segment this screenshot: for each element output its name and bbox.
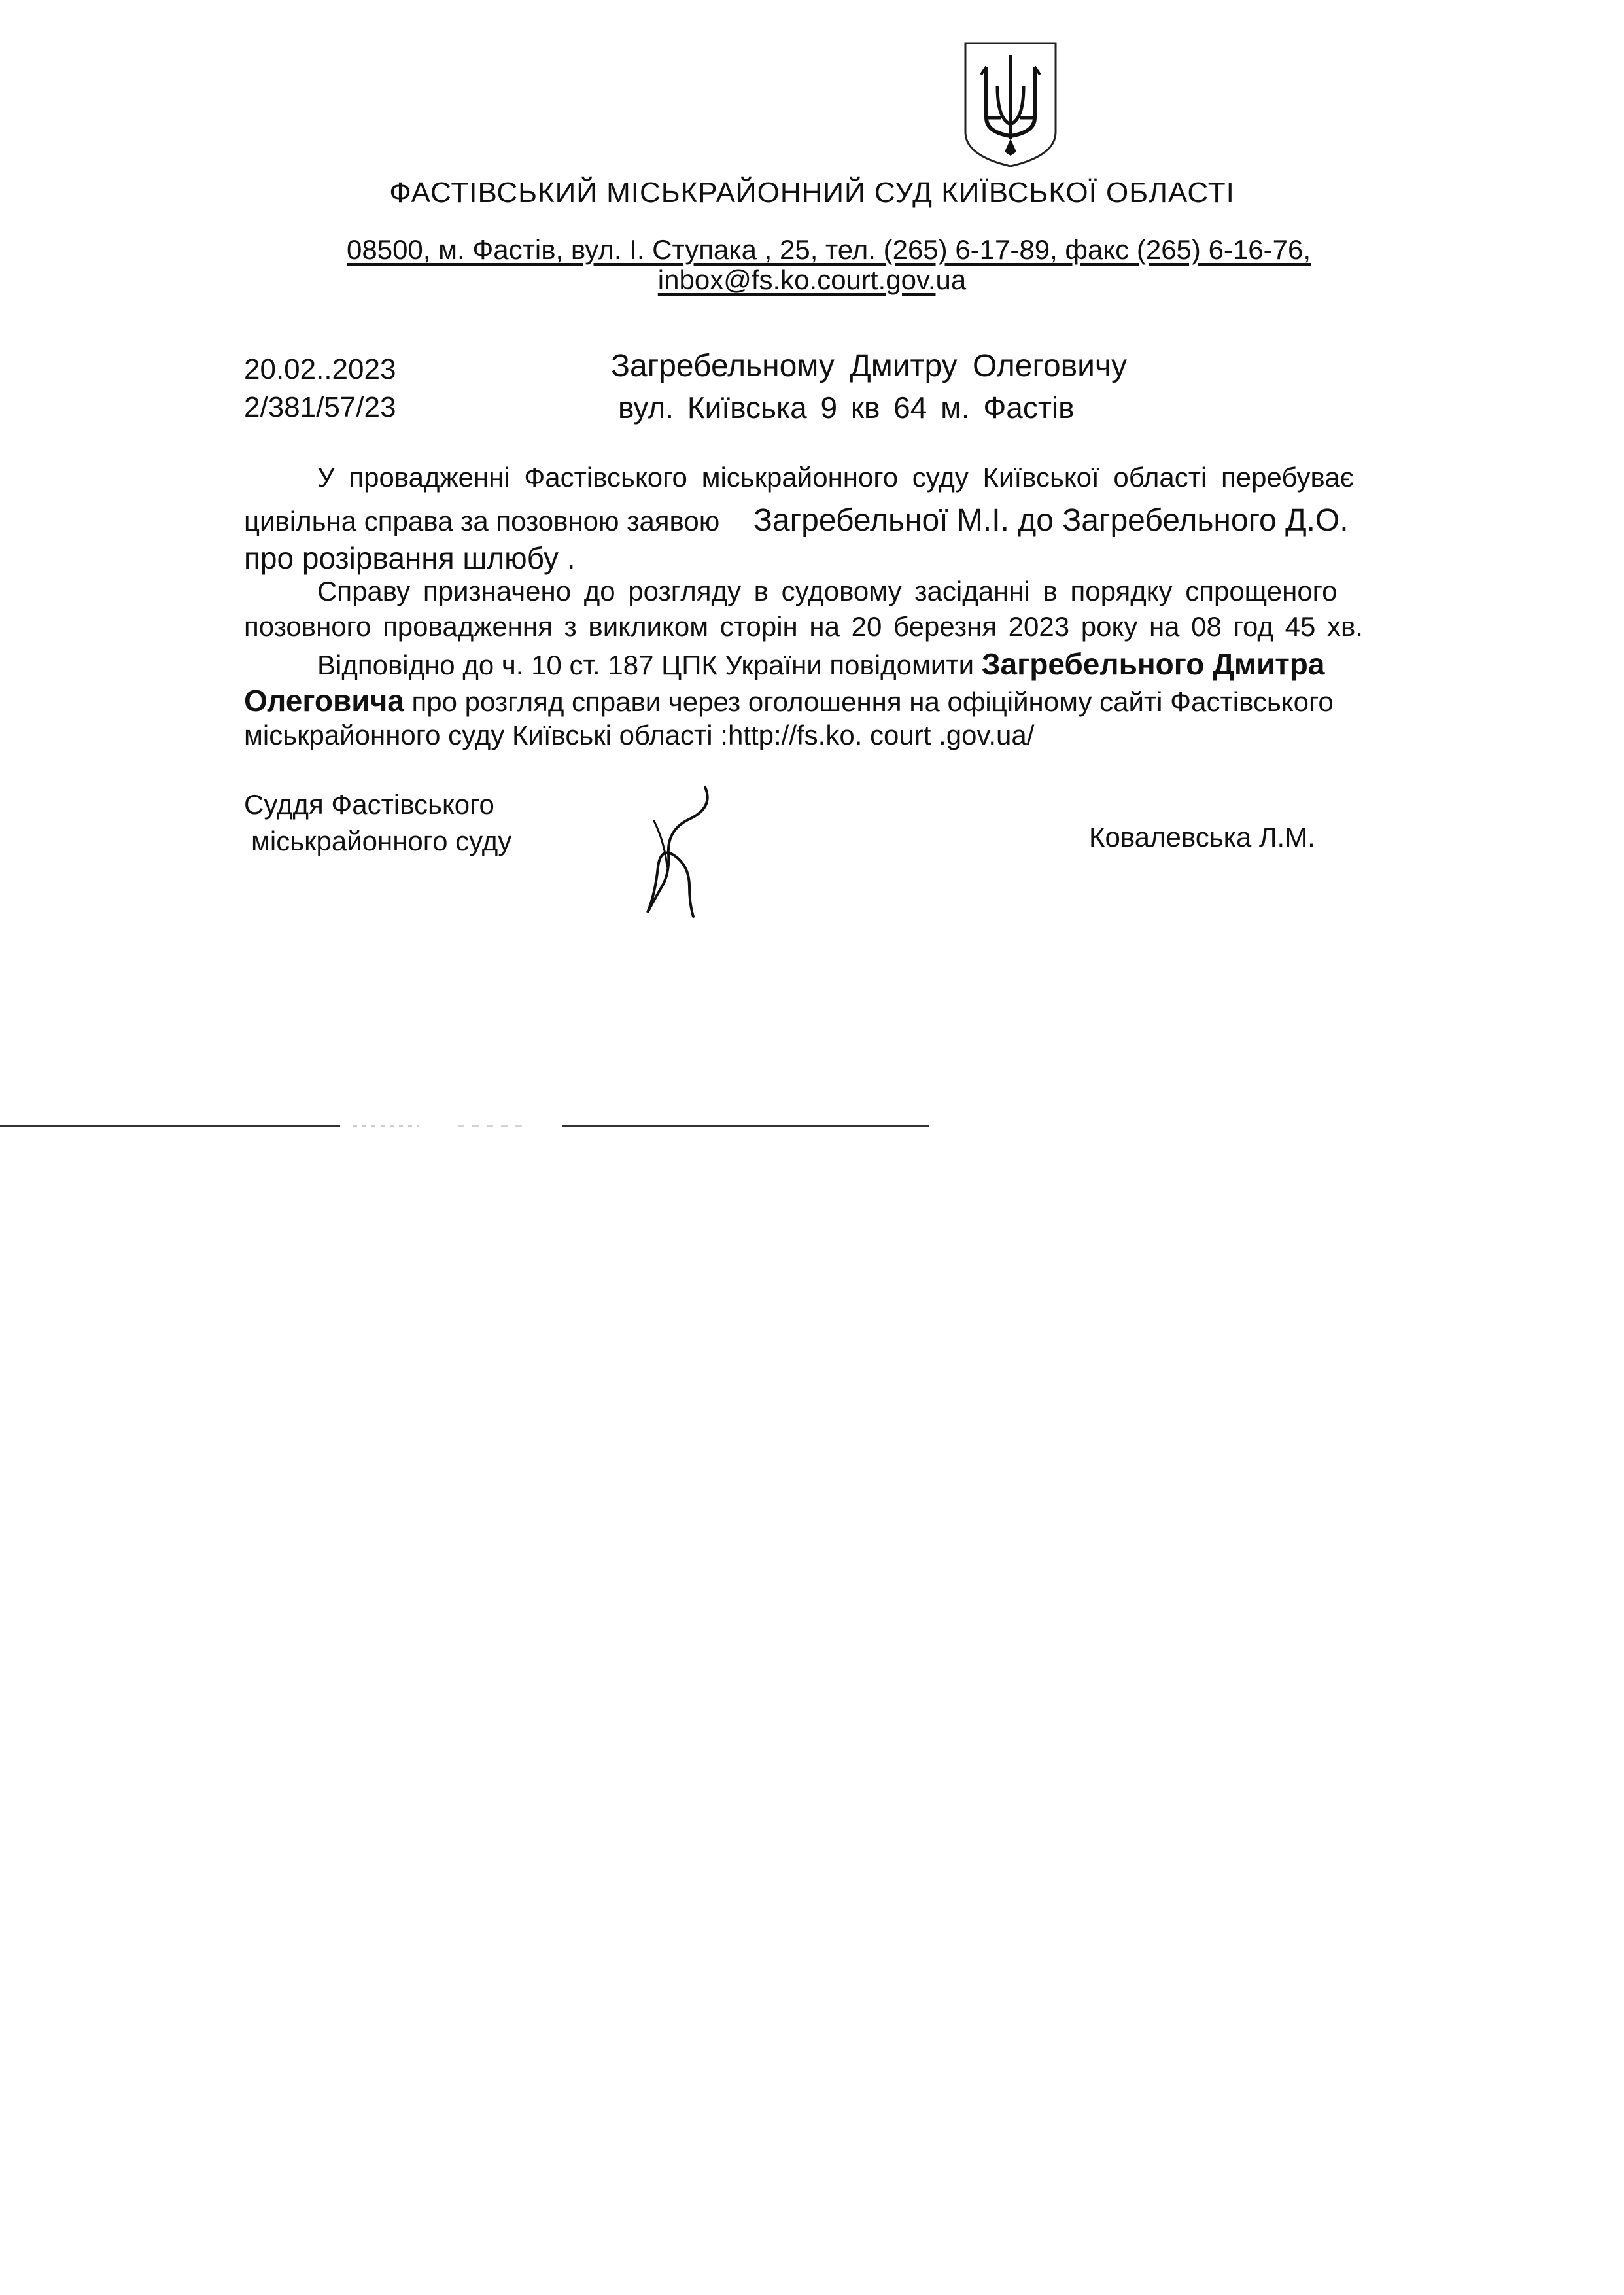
case-number: 2/381/57/23 [244, 391, 396, 423]
body-line-2 [244, 502, 1349, 538]
body-line-6-a: Відповідно до ч. 10 ст. 187 ЦПК України повідомити [317, 650, 975, 680]
body-line-8: міськрайонного суду Київські області :http://fs.ko. court .gov.ua/ [244, 720, 1035, 750]
court-name: ФАСТІВСЬКИЙ МІСЬКРАЙОННИЙ СУД КИЇВСЬКОЇ ОБЛАСТІ [389, 177, 1235, 209]
defendant-patronymic-bold: Олеговича [244, 684, 404, 718]
court-address: 08500, м. Фастів, вул. І. Ступака , 25, тел. (265) 6-17-89, факс (265) 6-16-76, [347, 234, 1311, 265]
recipient-address: вул. Київська 9 кв 64 м. Фастів [618, 391, 1075, 425]
body-line-6 [317, 646, 1324, 682]
body-line-7 [244, 683, 1334, 718]
judge-name: Ковалевська Л.М. [1089, 822, 1315, 852]
body-line-7-b: про розгляд справи через оголошення на офіційному сайті Фастівського [411, 686, 1334, 717]
body-line-3: про розірвання шлюбу . [244, 541, 576, 575]
scan-divider-line [0, 1124, 955, 1128]
letter-date: 20.02..2023 [244, 353, 396, 385]
judge-title-line-2: міськрайонного суду [251, 826, 512, 856]
court-email[interactable]: inbox@fs.ko.court.gov. [657, 264, 936, 295]
body-line-2-b: Загребельної М.І. до Загребельного Д.О. [753, 503, 1349, 538]
defendant-name-bold: Загребельного Дмитра [981, 647, 1325, 681]
body-line-4: Справу призначено до розгляду в судовому засіданні в порядку спрощеного [317, 576, 1338, 606]
court-email-line [0, 264, 1624, 296]
body-line-1: У провадженні Фастівського міськрайонного суду Київської області перебуває [317, 462, 1355, 493]
handwritten-signature-icon [628, 782, 719, 919]
judge-title-line-1: Суддя Фастівського [244, 789, 494, 820]
court-email-suffix: ua [935, 264, 967, 295]
body-line-5: позовного провадження з викликом сторін на 20 березня 2023 року на 08 год 45 хв. [244, 611, 1363, 642]
body-line-2-a: цивільна справа за позовною заявою [244, 506, 720, 536]
recipient-name: Загребельному Дмитру Олеговичу [611, 349, 1127, 383]
trident-emblem-icon [961, 41, 1060, 169]
